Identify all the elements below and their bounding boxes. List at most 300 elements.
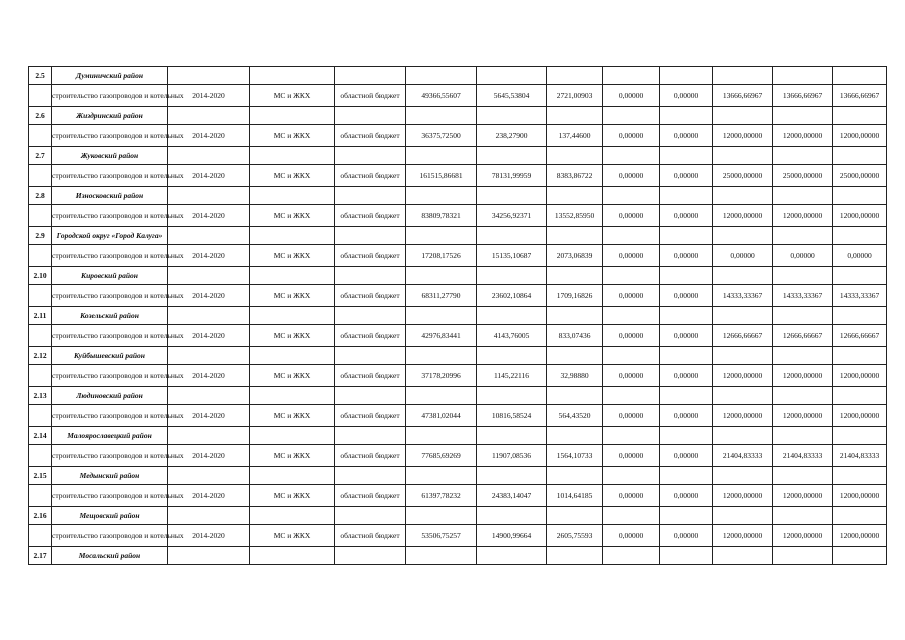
value-cell: 21404,83333: [773, 445, 833, 467]
empty-cell: [603, 147, 660, 165]
executor-cell: МС и ЖКХ: [250, 325, 335, 347]
empty-cell: [660, 267, 713, 285]
district-name: Думиничский район: [52, 67, 168, 85]
empty-cell: [603, 267, 660, 285]
empty-cell: [477, 347, 547, 365]
activity-cell: строительство газопроводов и котельных: [52, 525, 168, 547]
empty-cell: [406, 67, 477, 85]
value-cell: 0,00000: [603, 325, 660, 347]
value-cell: 25000,00000: [833, 165, 887, 187]
value-cell: 1564,10733: [547, 445, 603, 467]
district-name: Кировский район: [52, 267, 168, 285]
table-row: [29, 525, 887, 547]
empty-cell: [250, 467, 335, 485]
empty-cell: [713, 307, 773, 325]
empty-cell: [335, 67, 406, 85]
empty-cell: [660, 347, 713, 365]
empty-cell: [406, 507, 477, 525]
district-header-row: [29, 227, 887, 245]
value-cell: 12666,66667: [833, 325, 887, 347]
source-cell: областной бюджет: [335, 165, 406, 187]
value-cell: 0,00000: [603, 285, 660, 307]
empty-cell: [713, 227, 773, 245]
source-cell: областной бюджет: [335, 405, 406, 427]
empty-cell: [773, 427, 833, 445]
empty-cell: [660, 187, 713, 205]
empty-cell: [547, 187, 603, 205]
row-number: 2.16: [29, 507, 52, 525]
value-cell: 13666,66967: [713, 85, 773, 107]
empty-cell: [660, 427, 713, 445]
value-cell: 0,00000: [660, 325, 713, 347]
empty-cell: [477, 67, 547, 85]
table-row: [29, 245, 887, 267]
empty-cell: [713, 187, 773, 205]
empty-cell: [547, 307, 603, 325]
row-number: 2.9: [29, 227, 52, 245]
empty-cell: [603, 347, 660, 365]
empty-cell: [477, 227, 547, 245]
empty-cell: [406, 547, 477, 565]
activity-cell: строительство газопроводов и котельных: [52, 445, 168, 467]
value-cell: 12000,00000: [713, 125, 773, 147]
empty-cell: [250, 387, 335, 405]
empty-cell: [29, 525, 52, 547]
value-cell: 61397,78232: [406, 485, 477, 507]
empty-cell: [335, 427, 406, 445]
empty-cell: [406, 467, 477, 485]
empty-cell: [477, 107, 547, 125]
value-cell: 11907,08536: [477, 445, 547, 467]
value-cell: 2721,00903: [547, 85, 603, 107]
row-number: 2.6: [29, 107, 52, 125]
empty-cell: [547, 467, 603, 485]
empty-cell: [773, 467, 833, 485]
value-cell: 15135,10687: [477, 245, 547, 267]
empty-cell: [660, 307, 713, 325]
activity-cell: строительство газопроводов и котельных: [52, 405, 168, 427]
district-header-row: [29, 307, 887, 325]
value-cell: 12000,00000: [773, 365, 833, 387]
empty-cell: [29, 85, 52, 107]
value-cell: 14333,33367: [773, 285, 833, 307]
empty-cell: [477, 427, 547, 445]
value-cell: 12000,00000: [773, 205, 833, 227]
source-cell: областной бюджет: [335, 125, 406, 147]
district-name: Малоярославецкий район: [52, 427, 168, 445]
value-cell: 0,00000: [603, 205, 660, 227]
value-cell: 10816,58524: [477, 405, 547, 427]
value-cell: 49366,55607: [406, 85, 477, 107]
row-number: 2.11: [29, 307, 52, 325]
empty-cell: [29, 325, 52, 347]
empty-cell: [168, 467, 250, 485]
district-name: Козельский район: [52, 307, 168, 325]
empty-cell: [168, 187, 250, 205]
value-cell: 0,00000: [660, 85, 713, 107]
value-cell: 0,00000: [773, 245, 833, 267]
value-cell: 0,00000: [660, 125, 713, 147]
value-cell: 0,00000: [603, 525, 660, 547]
value-cell: 78131,99959: [477, 165, 547, 187]
empty-cell: [603, 427, 660, 445]
empty-cell: [406, 227, 477, 245]
value-cell: 42976,83441: [406, 325, 477, 347]
source-cell: областной бюджет: [335, 85, 406, 107]
value-cell: 238,27900: [477, 125, 547, 147]
empty-cell: [406, 347, 477, 365]
empty-cell: [250, 267, 335, 285]
value-cell: 0,00000: [660, 405, 713, 427]
empty-cell: [29, 205, 52, 227]
empty-cell: [660, 387, 713, 405]
value-cell: 12000,00000: [773, 405, 833, 427]
district-header-row: [29, 387, 887, 405]
value-cell: 2073,06839: [547, 245, 603, 267]
executor-cell: МС и ЖКХ: [250, 485, 335, 507]
empty-cell: [547, 67, 603, 85]
district-header-row: [29, 347, 887, 365]
empty-cell: [773, 187, 833, 205]
empty-cell: [477, 467, 547, 485]
empty-cell: [335, 467, 406, 485]
empty-cell: [477, 267, 547, 285]
empty-cell: [833, 227, 887, 245]
empty-cell: [250, 67, 335, 85]
row-number: 2.12: [29, 347, 52, 365]
value-cell: 564,43520: [547, 405, 603, 427]
empty-cell: [250, 187, 335, 205]
source-cell: областной бюджет: [335, 445, 406, 467]
activity-cell: строительство газопроводов и котельных: [52, 245, 168, 267]
value-cell: 12000,00000: [833, 485, 887, 507]
empty-cell: [547, 427, 603, 445]
empty-cell: [773, 227, 833, 245]
row-number: 2.14: [29, 427, 52, 445]
period-cell: 2014-2020: [168, 125, 250, 147]
value-cell: 1014,64185: [547, 485, 603, 507]
table-body: [29, 67, 887, 565]
value-cell: 12000,00000: [713, 485, 773, 507]
value-cell: 12000,00000: [713, 525, 773, 547]
empty-cell: [406, 427, 477, 445]
empty-cell: [29, 445, 52, 467]
district-header-row: [29, 467, 887, 485]
value-cell: 4143,76005: [477, 325, 547, 347]
value-cell: 0,00000: [603, 365, 660, 387]
empty-cell: [713, 347, 773, 365]
empty-cell: [547, 147, 603, 165]
empty-cell: [833, 387, 887, 405]
empty-cell: [477, 507, 547, 525]
source-cell: областной бюджет: [335, 325, 406, 347]
value-cell: 37178,20996: [406, 365, 477, 387]
empty-cell: [833, 187, 887, 205]
period-cell: 2014-2020: [168, 485, 250, 507]
empty-cell: [250, 427, 335, 445]
empty-cell: [250, 147, 335, 165]
empty-cell: [29, 485, 52, 507]
district-name: Мещовский район: [52, 507, 168, 525]
empty-cell: [603, 547, 660, 565]
empty-cell: [603, 107, 660, 125]
empty-cell: [713, 507, 773, 525]
value-cell: 23602,10864: [477, 285, 547, 307]
empty-cell: [547, 267, 603, 285]
activity-cell: строительство газопроводов и котельных: [52, 485, 168, 507]
empty-cell: [773, 387, 833, 405]
empty-cell: [168, 507, 250, 525]
empty-cell: [603, 227, 660, 245]
source-cell: областной бюджет: [335, 245, 406, 267]
value-cell: 1709,16826: [547, 285, 603, 307]
empty-cell: [603, 507, 660, 525]
row-number: 2.13: [29, 387, 52, 405]
empty-cell: [713, 267, 773, 285]
empty-cell: [713, 547, 773, 565]
value-cell: 12000,00000: [833, 365, 887, 387]
executor-cell: МС и ЖКХ: [250, 85, 335, 107]
empty-cell: [660, 67, 713, 85]
value-cell: 14333,33367: [713, 285, 773, 307]
value-cell: 5645,53804: [477, 85, 547, 107]
period-cell: 2014-2020: [168, 205, 250, 227]
value-cell: 14900,99664: [477, 525, 547, 547]
value-cell: 12000,00000: [833, 205, 887, 227]
executor-cell: МС и ЖКХ: [250, 525, 335, 547]
value-cell: 2605,75593: [547, 525, 603, 547]
activity-cell: строительство газопроводов и котельных: [52, 85, 168, 107]
empty-cell: [168, 67, 250, 85]
table-row: [29, 205, 887, 227]
district-name: Куйбышевский район: [52, 347, 168, 365]
district-name: Медынский район: [52, 467, 168, 485]
period-cell: 2014-2020: [168, 285, 250, 307]
empty-cell: [477, 307, 547, 325]
empty-cell: [250, 507, 335, 525]
table-row: [29, 445, 887, 467]
executor-cell: МС и ЖКХ: [250, 365, 335, 387]
table-row: [29, 325, 887, 347]
value-cell: 0,00000: [660, 245, 713, 267]
empty-cell: [547, 227, 603, 245]
empty-cell: [477, 187, 547, 205]
value-cell: 0,00000: [603, 485, 660, 507]
activity-cell: строительство газопроводов и котельных: [52, 365, 168, 387]
source-cell: областной бюджет: [335, 485, 406, 507]
empty-cell: [547, 107, 603, 125]
value-cell: 21404,83333: [833, 445, 887, 467]
period-cell: 2014-2020: [168, 325, 250, 347]
value-cell: 0,00000: [660, 285, 713, 307]
value-cell: 0,00000: [603, 165, 660, 187]
value-cell: 161515,86681: [406, 165, 477, 187]
empty-cell: [833, 107, 887, 125]
district-name: Жуковский район: [52, 147, 168, 165]
empty-cell: [250, 347, 335, 365]
value-cell: 83809,78321: [406, 205, 477, 227]
period-cell: 2014-2020: [168, 245, 250, 267]
district-name: Людиновский район: [52, 387, 168, 405]
value-cell: 0,00000: [660, 485, 713, 507]
table-row: [29, 405, 887, 427]
value-cell: 36375,72500: [406, 125, 477, 147]
empty-cell: [250, 307, 335, 325]
empty-cell: [168, 387, 250, 405]
empty-cell: [477, 547, 547, 565]
empty-cell: [335, 547, 406, 565]
row-number: 2.15: [29, 467, 52, 485]
value-cell: 0,00000: [713, 245, 773, 267]
value-cell: 25000,00000: [773, 165, 833, 187]
value-cell: 0,00000: [660, 205, 713, 227]
empty-cell: [406, 307, 477, 325]
empty-cell: [335, 187, 406, 205]
empty-cell: [833, 267, 887, 285]
empty-cell: [406, 187, 477, 205]
value-cell: 77685,69269: [406, 445, 477, 467]
value-cell: 0,00000: [603, 445, 660, 467]
value-cell: 25000,00000: [713, 165, 773, 187]
empty-cell: [773, 67, 833, 85]
empty-cell: [603, 187, 660, 205]
empty-cell: [406, 387, 477, 405]
empty-cell: [773, 347, 833, 365]
empty-cell: [833, 147, 887, 165]
value-cell: 24383,14047: [477, 485, 547, 507]
value-cell: 0,00000: [660, 445, 713, 467]
empty-cell: [29, 165, 52, 187]
empty-cell: [660, 507, 713, 525]
empty-cell: [406, 107, 477, 125]
district-name: Мосальский район: [52, 547, 168, 565]
district-header-row: [29, 547, 887, 565]
value-cell: 0,00000: [660, 365, 713, 387]
empty-cell: [660, 227, 713, 245]
executor-cell: МС и ЖКХ: [250, 445, 335, 467]
table-row: [29, 485, 887, 507]
table-row: [29, 285, 887, 307]
empty-cell: [833, 67, 887, 85]
value-cell: 0,00000: [603, 85, 660, 107]
source-cell: областной бюджет: [335, 205, 406, 227]
executor-cell: МС и ЖКХ: [250, 125, 335, 147]
empty-cell: [603, 67, 660, 85]
empty-cell: [773, 547, 833, 565]
value-cell: 0,00000: [833, 245, 887, 267]
table-row: [29, 85, 887, 107]
empty-cell: [833, 307, 887, 325]
empty-cell: [713, 107, 773, 125]
value-cell: 13552,85950: [547, 205, 603, 227]
row-number: 2.17: [29, 547, 52, 565]
value-cell: 12666,66667: [713, 325, 773, 347]
empty-cell: [713, 387, 773, 405]
source-cell: областной бюджет: [335, 285, 406, 307]
empty-cell: [335, 347, 406, 365]
value-cell: 14333,33367: [833, 285, 887, 307]
value-cell: 12666,66667: [773, 325, 833, 347]
period-cell: 2014-2020: [168, 405, 250, 427]
district-name: Износковский район: [52, 187, 168, 205]
empty-cell: [29, 245, 52, 267]
empty-cell: [547, 387, 603, 405]
empty-cell: [773, 267, 833, 285]
empty-cell: [168, 347, 250, 365]
value-cell: 833,07436: [547, 325, 603, 347]
empty-cell: [477, 147, 547, 165]
empty-cell: [660, 107, 713, 125]
empty-cell: [660, 467, 713, 485]
empty-cell: [773, 147, 833, 165]
activity-cell: строительство газопроводов и котельных: [52, 285, 168, 307]
value-cell: 53506,75257: [406, 525, 477, 547]
period-cell: 2014-2020: [168, 525, 250, 547]
period-cell: 2014-2020: [168, 165, 250, 187]
budget-table: [28, 66, 887, 565]
value-cell: 12000,00000: [773, 525, 833, 547]
empty-cell: [547, 507, 603, 525]
empty-cell: [168, 107, 250, 125]
district-name: Жиздринский район: [52, 107, 168, 125]
executor-cell: МС и ЖКХ: [250, 245, 335, 267]
empty-cell: [29, 365, 52, 387]
value-cell: 12000,00000: [773, 485, 833, 507]
empty-cell: [406, 267, 477, 285]
value-cell: 12000,00000: [833, 125, 887, 147]
empty-cell: [29, 285, 52, 307]
empty-cell: [603, 387, 660, 405]
empty-cell: [168, 307, 250, 325]
source-cell: областной бюджет: [335, 525, 406, 547]
empty-cell: [713, 147, 773, 165]
value-cell: 0,00000: [603, 125, 660, 147]
period-cell: 2014-2020: [168, 365, 250, 387]
empty-cell: [168, 547, 250, 565]
row-number: 2.7: [29, 147, 52, 165]
empty-cell: [168, 427, 250, 445]
empty-cell: [833, 467, 887, 485]
empty-cell: [713, 67, 773, 85]
value-cell: 137,44600: [547, 125, 603, 147]
district-header-row: [29, 187, 887, 205]
district-header-row: [29, 427, 887, 445]
district-header-row: [29, 267, 887, 285]
empty-cell: [335, 267, 406, 285]
activity-cell: строительство газопроводов и котельных: [52, 165, 168, 187]
empty-cell: [29, 405, 52, 427]
empty-cell: [603, 467, 660, 485]
empty-cell: [603, 307, 660, 325]
value-cell: 12000,00000: [833, 405, 887, 427]
period-cell: 2014-2020: [168, 85, 250, 107]
empty-cell: [773, 307, 833, 325]
district-name: Городской округ «Город Калуга»: [52, 227, 168, 245]
value-cell: 12000,00000: [713, 365, 773, 387]
district-header-row: [29, 507, 887, 525]
empty-cell: [335, 227, 406, 245]
empty-cell: [713, 467, 773, 485]
empty-cell: [250, 107, 335, 125]
value-cell: 12000,00000: [773, 125, 833, 147]
empty-cell: [168, 147, 250, 165]
value-cell: 47381,02044: [406, 405, 477, 427]
value-cell: 12000,00000: [713, 405, 773, 427]
value-cell: 13666,66967: [773, 85, 833, 107]
value-cell: 21404,83333: [713, 445, 773, 467]
empty-cell: [406, 147, 477, 165]
district-header-row: [29, 67, 887, 85]
